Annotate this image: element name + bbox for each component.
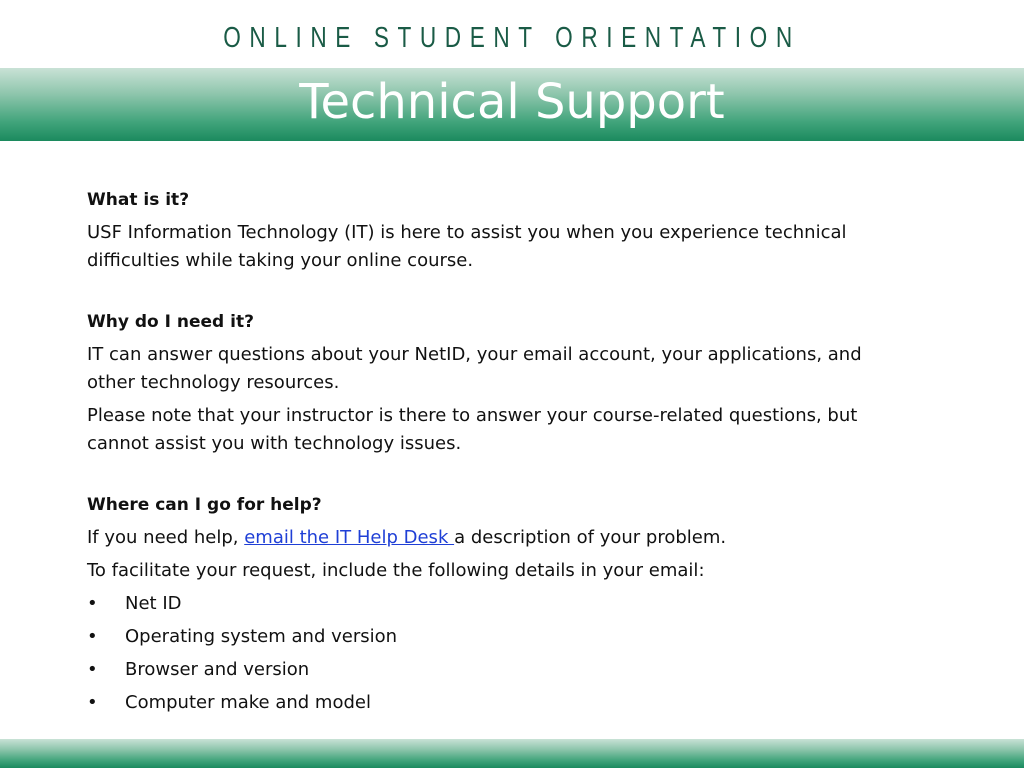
- bullet-icon: •: [87, 692, 98, 713]
- footer-banner: [0, 739, 1024, 768]
- details-intro: To facilitate your request, include the following details in your email:: [87, 560, 705, 581]
- list-item-label: Operating system and version: [125, 626, 398, 647]
- bullet-icon: •: [87, 593, 98, 614]
- list-item: [87, 590, 907, 618]
- help-prefix: If you need help,: [87, 527, 245, 548]
- title-banner: [0, 68, 1024, 141]
- section-heading-why: Why do I need it?: [87, 312, 254, 332]
- spacer: [87, 280, 907, 308]
- list-item-label: Computer make and model: [125, 692, 371, 713]
- bullet-icon: •: [87, 659, 98, 680]
- section-body-what: USF Information Technology (IT) is here to assist you when you experience technical difficulties while taking your online course.: [87, 222, 847, 271]
- list-item: [87, 689, 907, 717]
- details-list: [87, 590, 907, 717]
- section-heading-where: Where can I go for help?: [87, 495, 322, 515]
- orientation-kicker: ONLINE STUDENT ORIENTATION: [223, 22, 801, 54]
- section-heading-what: What is it?: [87, 190, 190, 210]
- bullet-icon: •: [87, 626, 98, 647]
- spacer: [87, 463, 907, 491]
- help-sentence: [87, 524, 907, 552]
- help-suffix: a description of your problem.: [454, 527, 727, 548]
- page-title: Technical Support: [299, 74, 725, 130]
- list-item-label: Browser and version: [125, 659, 310, 680]
- list-item: [87, 656, 907, 684]
- section-body-why-1: IT can answer questions about your NetID, your email account, your applications, and other technology resources.: [87, 344, 862, 393]
- section-body-why-2: Please note that your instructor is there to answer your course-related questions, but cannot assist you with technology issues.: [87, 405, 858, 454]
- slide-content: [87, 186, 907, 722]
- list-item-label: Net ID: [125, 593, 182, 614]
- email-help-desk-link[interactable]: email the IT Help Desk: [244, 527, 455, 548]
- list-item: [87, 623, 907, 651]
